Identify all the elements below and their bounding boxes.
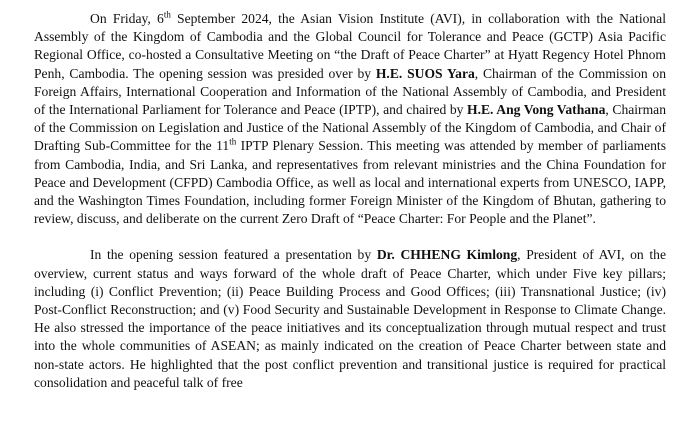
text-run: , Chairman of the Commission on Legislation and Justice of the National Assembly of the Kingdom of Cambodia, and Chair of Drafting Sub-Committee for the 11 <box>34 102 666 154</box>
superscript-ordinal: th <box>229 136 237 147</box>
superscript-ordinal: th <box>163 9 171 20</box>
bold-name-chheng-kimlong: Dr. CHHENG Kimlong <box>376 247 518 263</box>
text-run: In the opening session featured a presentation by <box>90 247 377 263</box>
paragraph-meeting-overview <box>34 10 666 228</box>
bold-name-ang-vong-vathana: H.E. Ang Vong Vathana <box>467 102 606 118</box>
text-run: IPTP Plenary Session. This meeting was attended by member of parliaments from Cambodia, India, and Sri Lanka, and representatives from relevant ministries and the China Foundation for Peace and Development (CFPD) Cambodia Office, as well as local and international experts from UNESCO, IAPP, and the Washington Times Foundation, including former Foreign Minister of the Kingdom of Bhutan, gathering to review, discuss, and deliberate on the current Zero Draft of “Peace Charter: For People and the Planet”. <box>34 138 666 227</box>
bold-name-suos-yara: H.E. SUOS Yara <box>375 65 475 81</box>
paragraph-opening-session <box>34 246 666 392</box>
text-run: September 2024, the Asian Vision Institute (AVI), in collaboration with the National Assembly of the Kingdom of Cambodia and the Global Council for Tolerance and Peace (GCTP) Asia Pacific Regional Office, co-hosted a Consultative Meeting on “the Draft of Peace Charter” at Hyatt Regency Hotel Phnom Penh, Cambodia. The opening session was presided over by <box>34 11 666 81</box>
text-run: , President of AVI, on the overview, current status and ways forward of the whole draft of Peace Charter, which under Five key pillars; including (i) Conflict Prevention; (ii) Peace Building Process and Good Offices; (iii) Transnational Justice; (iv) Post-Conflict Reconstruction; and (v) Food Security and Sustainable Development in Response to Climate Change. He also stressed the importance of the peace initiatives and its conceptualization through mutual respect and trust into the whole communities of ASEAN; as mainly indicated on the creation of Peace Charter between state and non-state actors. He highlighted that the post conflict prevention and transitional justice is required for practical consolidation and peaceful talk of free <box>34 247 666 390</box>
text-run: On Friday, 6 <box>90 11 164 26</box>
text-run: , Chairman of the Commission on Foreign Affairs, International Cooperation and Information of the National Assembly of Cambodia, and President of the International Parliament for Tolerance and Peace (IPTP), and chaired by <box>34 65 666 118</box>
